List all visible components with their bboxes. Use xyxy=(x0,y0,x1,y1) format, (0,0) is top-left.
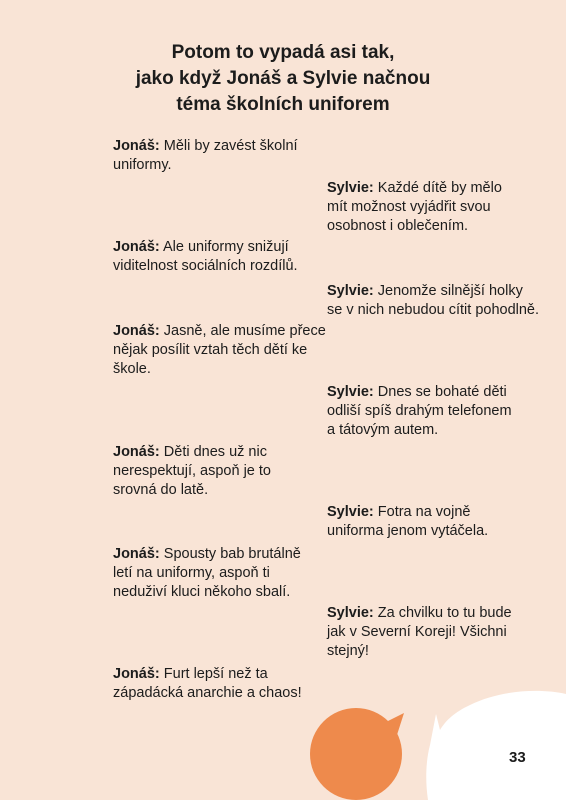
speaker-label: Jonáš: xyxy=(113,138,160,154)
dialogue-line-jonas: Jonáš: Furt lepší než ta západácká anarchie a chaos! xyxy=(113,666,302,701)
speaker-label: Jonáš: xyxy=(113,444,160,460)
dialogue-line-jonas: Jonáš: Spousty bab brutálně letí na uniformy, aspoň ti neduživí kluci někoho sbalí. xyxy=(113,546,301,600)
dialogue-line-jonas: Jonáš: Jasně, ale musíme přece nějak posílit vztah těch dětí ke škole. xyxy=(113,323,326,377)
speaker-label: Jonáš: xyxy=(113,546,160,562)
title-line: téma školních uniforem xyxy=(176,94,390,115)
speaker-label: Sylvie: xyxy=(327,384,374,400)
speaker-label: Sylvie: xyxy=(327,283,374,299)
dialogue-line-sylvie: Sylvie: Za chvilku to tu bude jak v Severní Koreji! Všichni stejný! xyxy=(327,605,512,659)
page-number: 33 xyxy=(509,749,526,766)
dialogue-line-sylvie: Sylvie: Dnes se bohaté děti odliší spíš drahým telefonem a tátovým autem. xyxy=(327,384,512,438)
speaker-label: Jonáš: xyxy=(113,239,160,255)
speaker-label: Jonáš: xyxy=(113,323,160,339)
speaker-label: Sylvie: xyxy=(327,504,374,520)
title-line: Potom to vypadá asi tak, xyxy=(171,42,395,63)
white-speech-bubble xyxy=(426,691,566,800)
dialogue-line-sylvie: Sylvie: Každé dítě by mělo mít možnost vyjádřit svou osobnost i oblečením. xyxy=(327,180,502,234)
speaker-label: Jonáš: xyxy=(113,666,160,682)
title-line: jako když Jonáš a Sylvie načnou xyxy=(135,68,431,89)
dialogue-line-sylvie: Sylvie: Fotra na vojně uniforma jenom vytáčela. xyxy=(327,504,489,539)
dialogue-line-sylvie: Sylvie: Jenomže silnější holky se v nich nebudou cítit pohodlně. xyxy=(327,283,540,318)
speaker-label: Sylvie: xyxy=(327,180,374,196)
speaker-label: Sylvie: xyxy=(327,605,374,621)
dialogue-line-jonas: Jonáš: Měli by zavést školní uniformy. xyxy=(113,138,298,173)
dialogue-line-jonas: Jonáš: Děti dnes už nic nerespektují, aspoň je to srovná do latě. xyxy=(113,444,271,498)
dialogue-line-jonas: Jonáš: Ale uniformy snižují viditelnost sociálních rozdílů. xyxy=(113,239,298,274)
